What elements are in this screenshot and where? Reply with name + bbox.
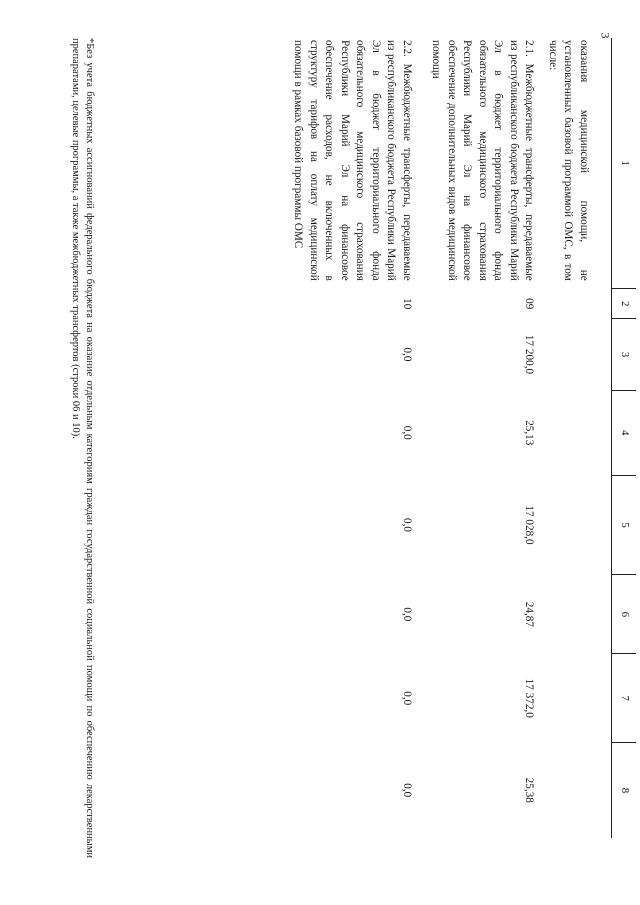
table-row: [545, 38, 592, 838]
cell-c8: [545, 742, 592, 838]
spacer-row: [537, 38, 545, 838]
spacer-row: [591, 38, 612, 838]
col-header-8: 8: [612, 742, 637, 838]
spacer-row: [414, 38, 428, 838]
col-header-4: 4: [612, 390, 637, 475]
page-number: 3: [598, 32, 613, 39]
rotated-page: [36, 8, 636, 878]
cell-c3: 17 200,0: [523, 334, 536, 375]
col-header-1: 1: [612, 38, 637, 289]
header-row: [612, 38, 637, 838]
cell-c3: [545, 319, 592, 391]
cell-c7: [545, 654, 592, 742]
col-header-7: 7: [612, 654, 637, 742]
cell-c5: [545, 475, 592, 575]
cell-c5: 17 028,0: [523, 505, 536, 545]
cell-c6: 0,0: [401, 607, 413, 622]
cell-c7: 17 372,0: [523, 678, 536, 718]
row-code: 09: [523, 298, 536, 310]
cell-c6: [545, 575, 592, 654]
cell-c5: 0,0: [401, 517, 413, 532]
row-name: 2.1. Межбюджетные трансферты, передаваемые из республиканского бюджета Республики Марий Эл в бюджет территориального фонда обязательного медицинского страхования Республики Марий Эл на финансовое обеспечение дополнительных видов медицинской помощи: [430, 40, 536, 281]
col-header-5: 5: [612, 475, 637, 575]
row-name: 2.2. Межбюджетные трансферты, передаваемые из республиканского бюджета Республики Марий Эл в бюджет территориального фонда обязательного медицинского страхования Республики Марий Эл на финансовое обеспечение расходов, не включенных в структуру тарифов на оплату медицинской помощи в рамках базовой программы ОМС: [292, 40, 413, 281]
col-header-3: 3: [612, 319, 637, 391]
cell-c8: 25,38: [523, 777, 536, 803]
footnote: *Без учета бюджетных ассигнований федерального бюджета на оказание отдельным категориям граждан государственной социальной помощи по обеспечению лекарственными препаратами, целевые программы, а также межбюджетных трансфертов (строки 06 и 10).: [70, 38, 95, 858]
table-row: [428, 38, 537, 838]
col-header-2: 2: [612, 289, 637, 319]
row-code: 10: [401, 298, 413, 310]
landscape-content: [36, 8, 636, 878]
cell-c3: 0,0: [401, 347, 413, 362]
financing-table: [290, 38, 636, 838]
row-code: [545, 289, 592, 319]
cell-c6: 24,87: [523, 601, 536, 627]
col-header-6: 6: [612, 575, 637, 654]
cell-c4: 25,13: [523, 420, 536, 446]
cell-c7: 0,0: [401, 691, 413, 706]
row-name: оказания медицинской помощи, не установленных базовой программой ОМС, в том числе:: [547, 40, 590, 281]
cell-c4: 0,0: [401, 425, 413, 440]
cell-c8: 0,0: [401, 783, 413, 798]
table-row: [290, 38, 414, 838]
cell-c4: [545, 390, 592, 475]
